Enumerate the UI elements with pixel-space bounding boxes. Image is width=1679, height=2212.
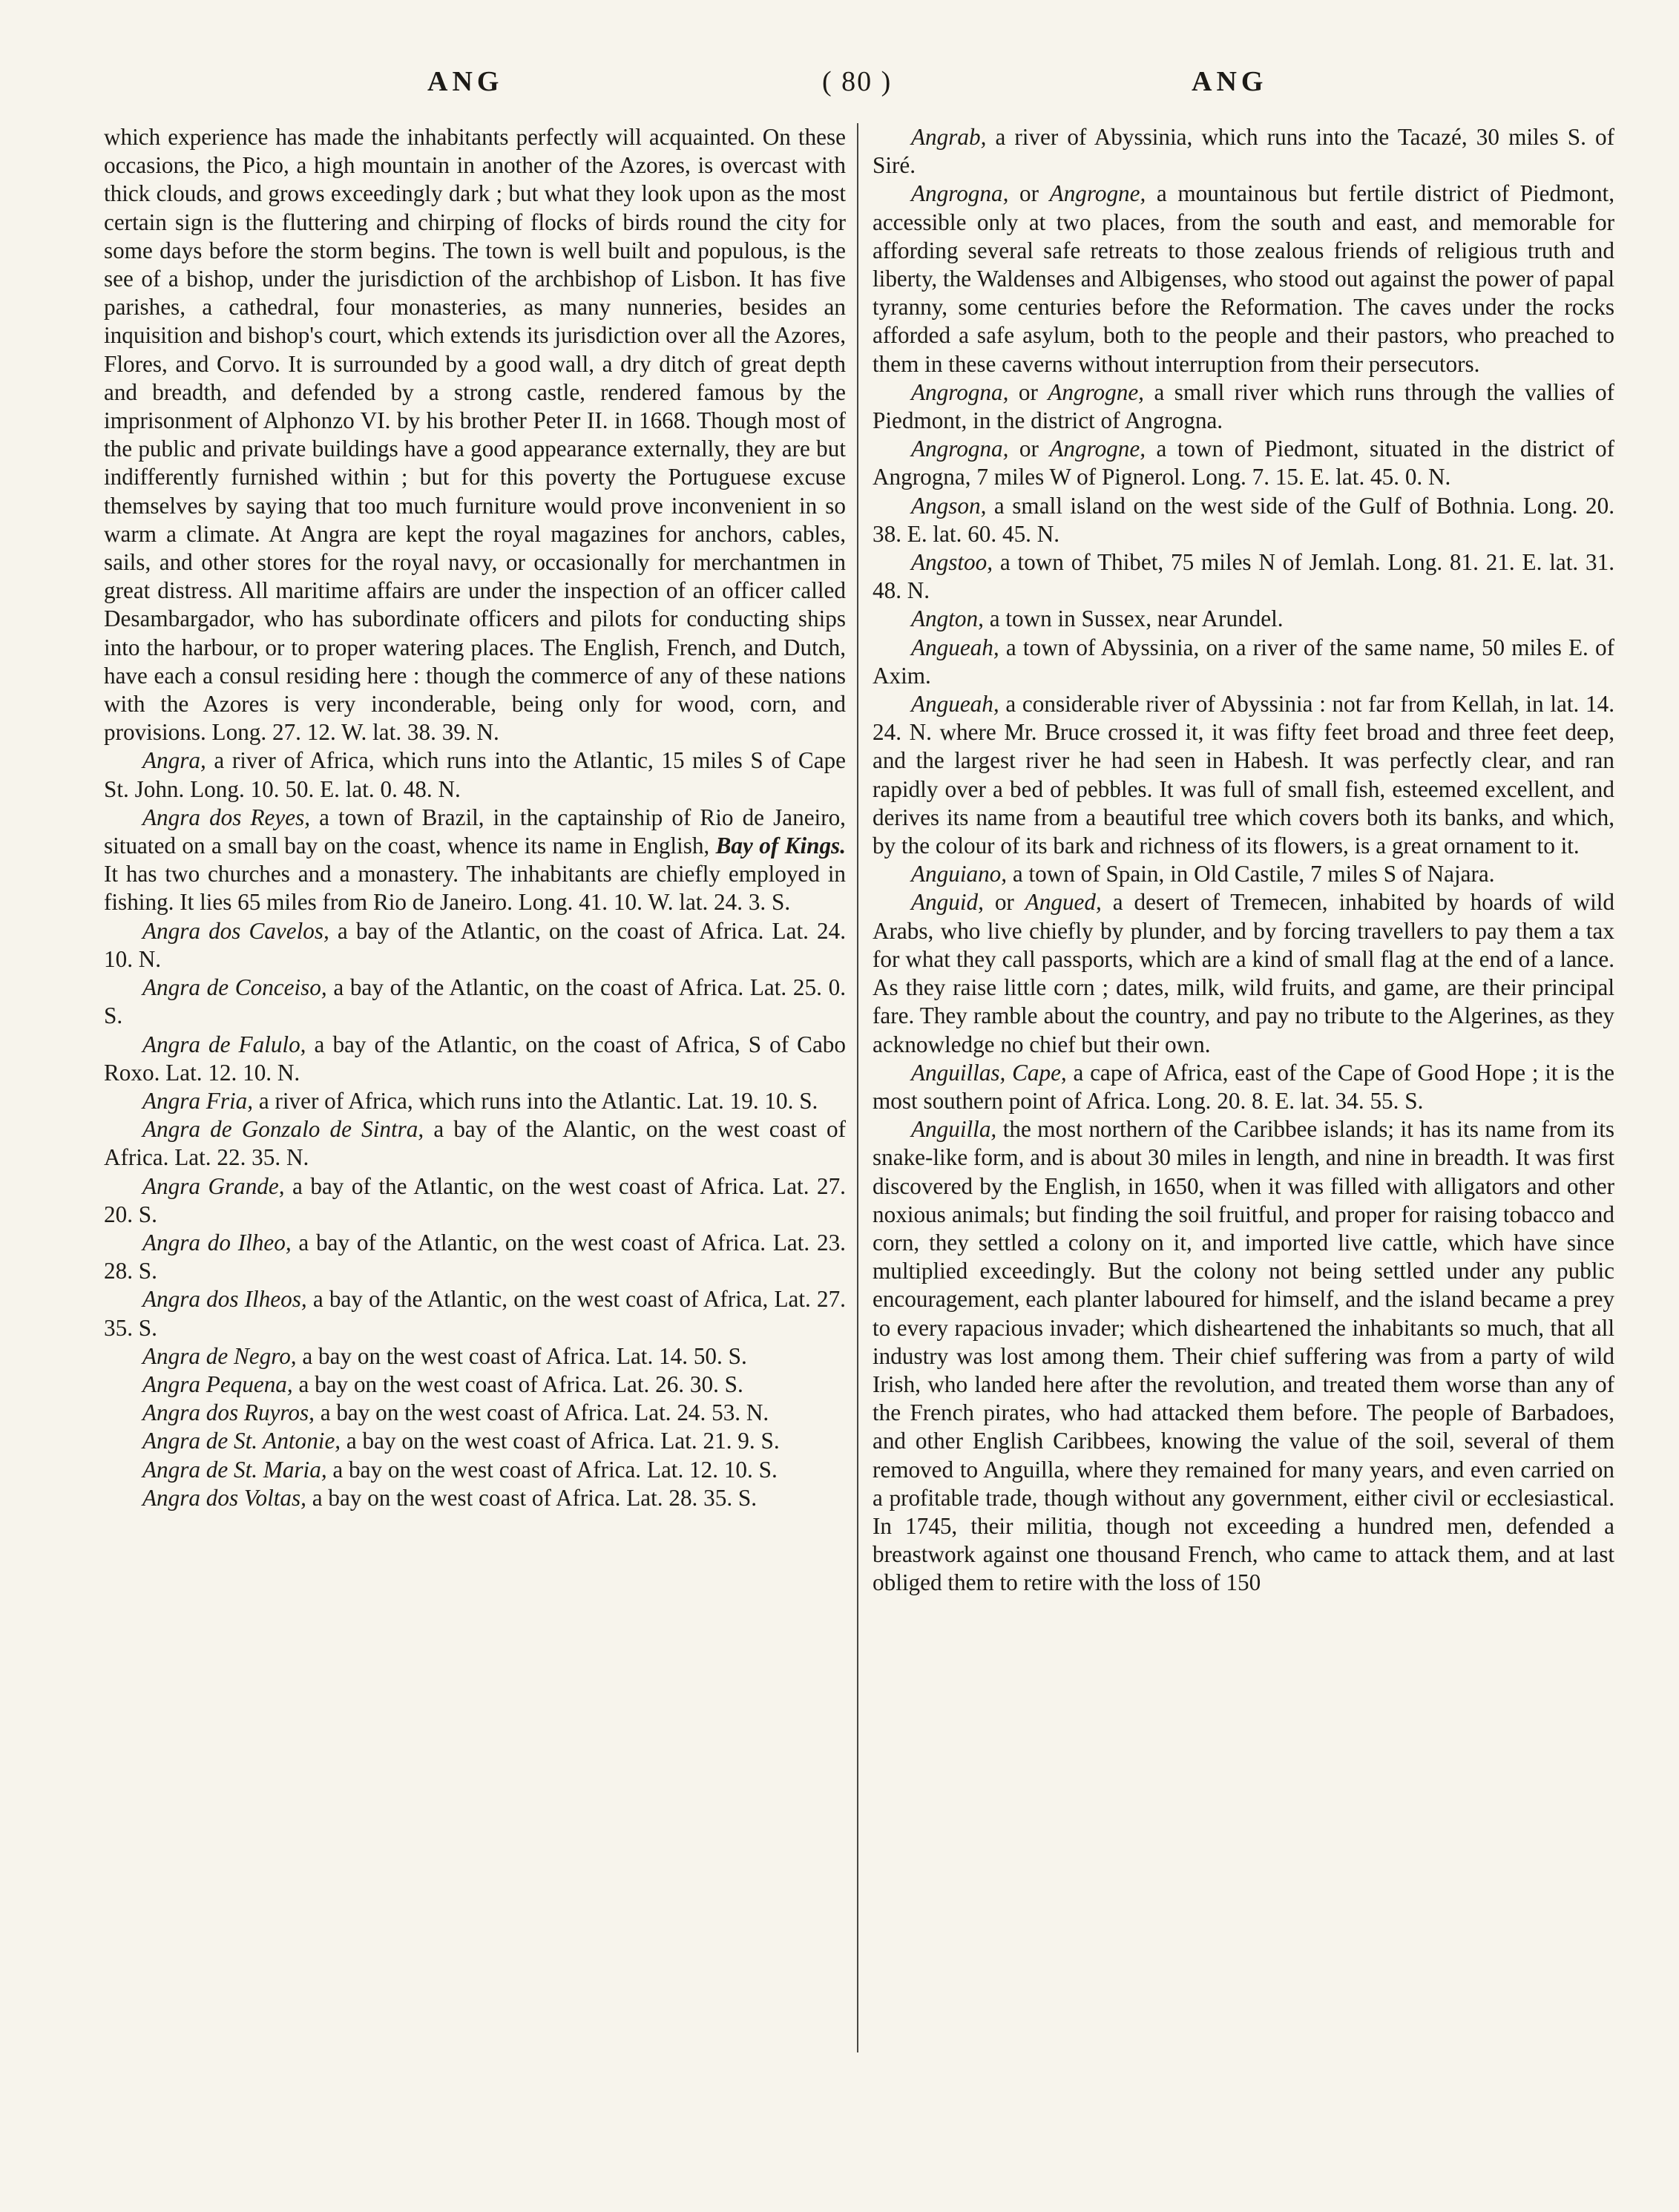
running-head-right: ANG	[1192, 66, 1268, 97]
entry-angra-de-st-maria: Angra de St. Maria, a bay on the west coast of Africa. Lat. 12. 10. S.	[142, 1456, 778, 1483]
entry-angrogna-town: Angrogna, or Angrogne, a town of Piedmont, situated in the district of Angrogna, 7 miles W of Pignerol. Long. 7. 15. E. lat. 45. 0. N.	[873, 436, 1614, 490]
headword: Angra Grande,	[142, 1172, 285, 1199]
entry-angra: Angra, a river of Africa, which runs into the Atlantic, 15 miles S of Cape St. John. Long. 10. 50. E. lat. 0. 48. N.	[104, 747, 846, 802]
left-column	[104, 123, 846, 2171]
running-head	[0, 65, 1679, 110]
headword: Angra de Gonzalo de Sintra,	[142, 1116, 424, 1143]
headword: Angra de Conceiso,	[142, 974, 327, 1001]
entry-anguid: Anguid, or Angued, a desert of Tremecen, inhabited by hoards of wild Arabs, who live chiefly by plunder, and by forcing travellers to pay them a tax for what they call passports, which are a kind of small flag at the end of a lance. As they raise little corn ; dates, milk, wild fruits, and game, are their principal fare. They ramble about the country, and pay no tribute to the Algerines, as they acknowledge no chief but their own.	[873, 889, 1614, 1057]
entry-angra-de-falulo: Angra de Falulo, a bay of the Atlantic, on the coast of Africa, S of Cabo Roxo. Lat. 12. 10. N.	[104, 1031, 846, 1086]
entry-angra-de-st-antonie: Angra de St. Antonie, a bay on the west coast of Africa. Lat. 21. 9. S.	[142, 1428, 780, 1454]
entry-angton: Angton, a town in Sussex, near Arundel.	[911, 605, 1284, 632]
headword: Anguilla,	[911, 1116, 997, 1143]
entry-anguillas-cape: Anguillas, Cape, a cape of Africa, east of the Cape of Good Hope ; it is the most southern point of Africa. Long. 20. 8. E. lat. 34. 55. S.	[873, 1059, 1614, 1114]
headword: Angra de Negro,	[142, 1342, 297, 1369]
entry-angra-grande: Angra Grande, a bay of the Atlantic, on the west coast of Africa. Lat. 27. 20. S.	[104, 1172, 846, 1227]
headword: Anguillas, Cape,	[911, 1059, 1067, 1086]
entry-anguiano: Anguiano, a town of Spain, in Old Castile, 7 miles S of Najara.	[911, 861, 1495, 887]
entry-angrogna-river: Angrogna, or Angrogne, a small river which runs through the vallies of Piedmont, in the district of Angrogna.	[873, 378, 1614, 434]
headword: Angrab,	[911, 124, 987, 150]
headword: Angra,	[142, 747, 206, 774]
entry-angra-dos-reyes: Angra dos Reyes, a town of Brazil, in the captainship of Rio de Janeiro, situated on a small bay on the coast, whence its name in English, Bay of Kings. It has two churches and a monastery. The inhabitants are chiefly employed in fishing. It lies 65 miles from Rio de Janeiro. Long. 41. 10. W. lat. 24. 3. S.	[104, 804, 846, 916]
entry-angrab: Angrab, a river of Abyssinia, which runs into the Tacazé, 30 miles S. of Siré.	[873, 124, 1614, 179]
headword: Angra de St. Maria,	[142, 1456, 327, 1483]
headword: Angstoo,	[911, 549, 993, 576]
headword: Angra dos Voltas,	[142, 1484, 306, 1511]
entry-angra-de-negro: Angra de Negro, a bay on the west coast of Africa. Lat. 14. 50. S.	[142, 1342, 747, 1369]
entry-angra-de-conceiso: Angra de Conceiso, a bay of the Atlantic, on the coast of Africa. Lat. 25. 0. S.	[104, 974, 846, 1029]
headword: Angra Fria,	[142, 1087, 254, 1114]
headword-variant: Angrogne,	[1049, 180, 1146, 207]
headword: Angra Pequena,	[142, 1371, 293, 1397]
running-head-left: ANG	[427, 66, 504, 97]
headword: Angrogna,	[911, 180, 1009, 207]
page-number: ( 80 )	[822, 66, 893, 97]
headword: Angra do Ilheo,	[142, 1229, 292, 1256]
entry-angson: Angson, a small island on the west side of the Gulf of Bothnia. Long. 20. 38. E. lat. 60. 45. N.	[873, 492, 1614, 547]
headword: Angrogna,	[911, 378, 1009, 405]
headword: Anguiano,	[911, 861, 1008, 887]
right-column	[873, 123, 1614, 2171]
entry-angra-pequena: Angra Pequena, a bay on the west coast of Africa. Lat. 26. 30. S.	[142, 1371, 743, 1397]
entry-angueah-town: Angueah, a town of Abyssinia, on a river of the same name, 50 miles E. of Axim.	[873, 634, 1614, 689]
entry-angra-dos-ilheos: Angra dos Ilheos, a bay of the Atlantic, on the west coast of Africa, Lat. 27. 35. S.	[104, 1286, 846, 1341]
entry-angra-dos-voltas: Angra dos Voltas, a bay on the west coast of Africa. Lat. 28. 35. S.	[142, 1484, 758, 1511]
headword: Angueah,	[911, 691, 999, 718]
entry-angra-do-ilheo: Angra do Ilheo, a bay of the Atlantic, on the west coast of Africa. Lat. 23. 28. S.	[104, 1229, 846, 1284]
headword: Angra dos Reyes,	[142, 804, 310, 830]
headword: Angrogna,	[911, 436, 1009, 462]
headword: Angueah,	[911, 634, 999, 660]
headword-variant: Angrogne,	[1048, 378, 1144, 405]
headword: Angton,	[911, 605, 984, 632]
headword: Angra dos Ruyros,	[142, 1399, 315, 1426]
entry-angueah-river: Angueah, a considerable river of Abyssinia : not far from Kellah, in lat. 14. 24. N. where Mr. Bruce crossed it, it was fifty feet broad and three feet deep, and the largest river he had seen in Habesh. It was perfectly clear, and ran rapidly over a bed of pebbles. It was full of small fish, esteemed excellent, and derives its name from a beautiful tree which covers both its banks, and which, by the colour of its bark and richness of its flowers, is a great ornament to it.	[873, 691, 1614, 859]
headword: Angson,	[911, 492, 987, 519]
entry-angra-dos-cavelos: Angra dos Cavelos, a bay of the Atlantic, on the coast of Africa. Lat. 24. 10. N.	[104, 917, 846, 972]
entry-angstoo: Angstoo, a town of Thibet, 75 miles N of Jemlah. Long. 81. 21. E. lat. 31. 48. N.	[873, 549, 1614, 604]
headword: Angra dos Ilheos,	[142, 1286, 307, 1313]
entry-continuation: which experience has made the inhabitants perfectly will acquainted. On these occasions, the Pico, a high mountain in another of the Azores, is overcast with thick clouds, and grows exceedingly dark ; but what they look upon as the most certain sign is the fluttering and chirping of flocks of birds round the city for some days before the storm begins. The town is well built and populous, is the see of a bishop, under the jurisdiction of the archbishop of Lisbon. It has five parishes, a cathedral, four monasteries, as many nunneries, besides an inquisition and bishop's court, which extends its jurisdiction over all the Azores, Flores, and Corvo. It is surrounded by a good wall, a dry ditch of great depth and breadth, and defended by a strong castle, rendered famous by the imprisonment of Alphonzo VI. by his brother Peter II. in 1668. Though most of the public and private buildings have a good appearance externally, they are but indifferently furnished within ; but for this poverty the Portuguese excuse themselves by saying that too much furniture would prove inconvenient in so warm a climate. At Angra are kept the royal magazines for anchors, cables, sails, and other stores for the royal navy, or occasionally for merchantmen in great distress. All maritime affairs are under the inspection of an officer called Desambargador, who has subordinate officers and pilots for conducting ships into the harbour, or to proper watering places. The English, French, and Dutch, have each a consul residing here : though the commerce of any of these nations with the Azores is very inconderable, being only for wood, corn, and provisions. Long. 27. 12. W. lat. 38. 39. N.	[104, 124, 846, 746]
headword: Angra de St. Antonie,	[142, 1428, 341, 1454]
headword: Angra dos Cavelos,	[142, 917, 329, 944]
column-rule	[857, 123, 858, 2052]
entry-angra-de-gonzalo: Angra de Gonzalo de Sintra, a bay of the Alantic, on the west coast of Africa. Lat. 22. 35. N.	[104, 1116, 846, 1171]
entry-angra-fria: Angra Fria, a river of Africa, which runs into the Atlantic. Lat. 19. 10. S.	[142, 1087, 818, 1114]
entry-angra-dos-ruyros: Angra dos Ruyros, a bay on the west coast of Africa. Lat. 24. 53. N.	[142, 1399, 769, 1426]
headword: Angra de Falulo,	[142, 1031, 306, 1057]
entry-anguilla: Anguilla, the most northern of the Caribbee islands; it has its name from its snake-like form, and is about 30 miles in length, and nine in breadth. It was first discovered by the English, in 1650, when it was filled with alligators and other noxious animals; but finding the soil fruitful, and proper for raising tobacco and corn, they settled a colony on it, and imported live cattle, which have since multiplied exceedingly. But the colony not being settled under any public encouragement, each planter laboured for himself, and the island became a prey to every rapacious invader; which disheartened the inhabitants so much, that all industry was lost among them. Their chief suffering was from a party of wild Irish, who landed here after the revolution, and treated them worse than any of the French pirates, who had attacked them before. The people of Barbadoes, and other English Caribbees, knowing the value of the soil, several of them removed to Anguilla, where they remained for many years, and even carried on a profitable trade, though without any government, either civil or ecclesiastical. In 1745, their militia, though not exceeding a hundred men, defended a breastwork against one thousand French, who came to attack them, and at last obliged them to retire with the loss of 150	[873, 1116, 1614, 1596]
headword-variant: Angued,	[1025, 889, 1102, 916]
emphasis: Bay of Kings.	[715, 833, 846, 859]
headword: Anguid,	[911, 889, 984, 916]
headword-variant: Angrogne,	[1049, 436, 1146, 462]
entry-angrogna-district: Angrogna, or Angrogne, a mountainous but fertile district of Piedmont, accessible only at two places, from the south and east, and memorable for affording several safe retreats to those zealous friends of religious truth and liberty, the Waldenses and Albigenses, who stood out against the power of papal tyranny, some centuries before the Reformation. The caves under the rocks afforded a safe asylum, both to the people and their pastors, who preached to them in these caverns without interruption from their persecutors.	[873, 180, 1614, 377]
